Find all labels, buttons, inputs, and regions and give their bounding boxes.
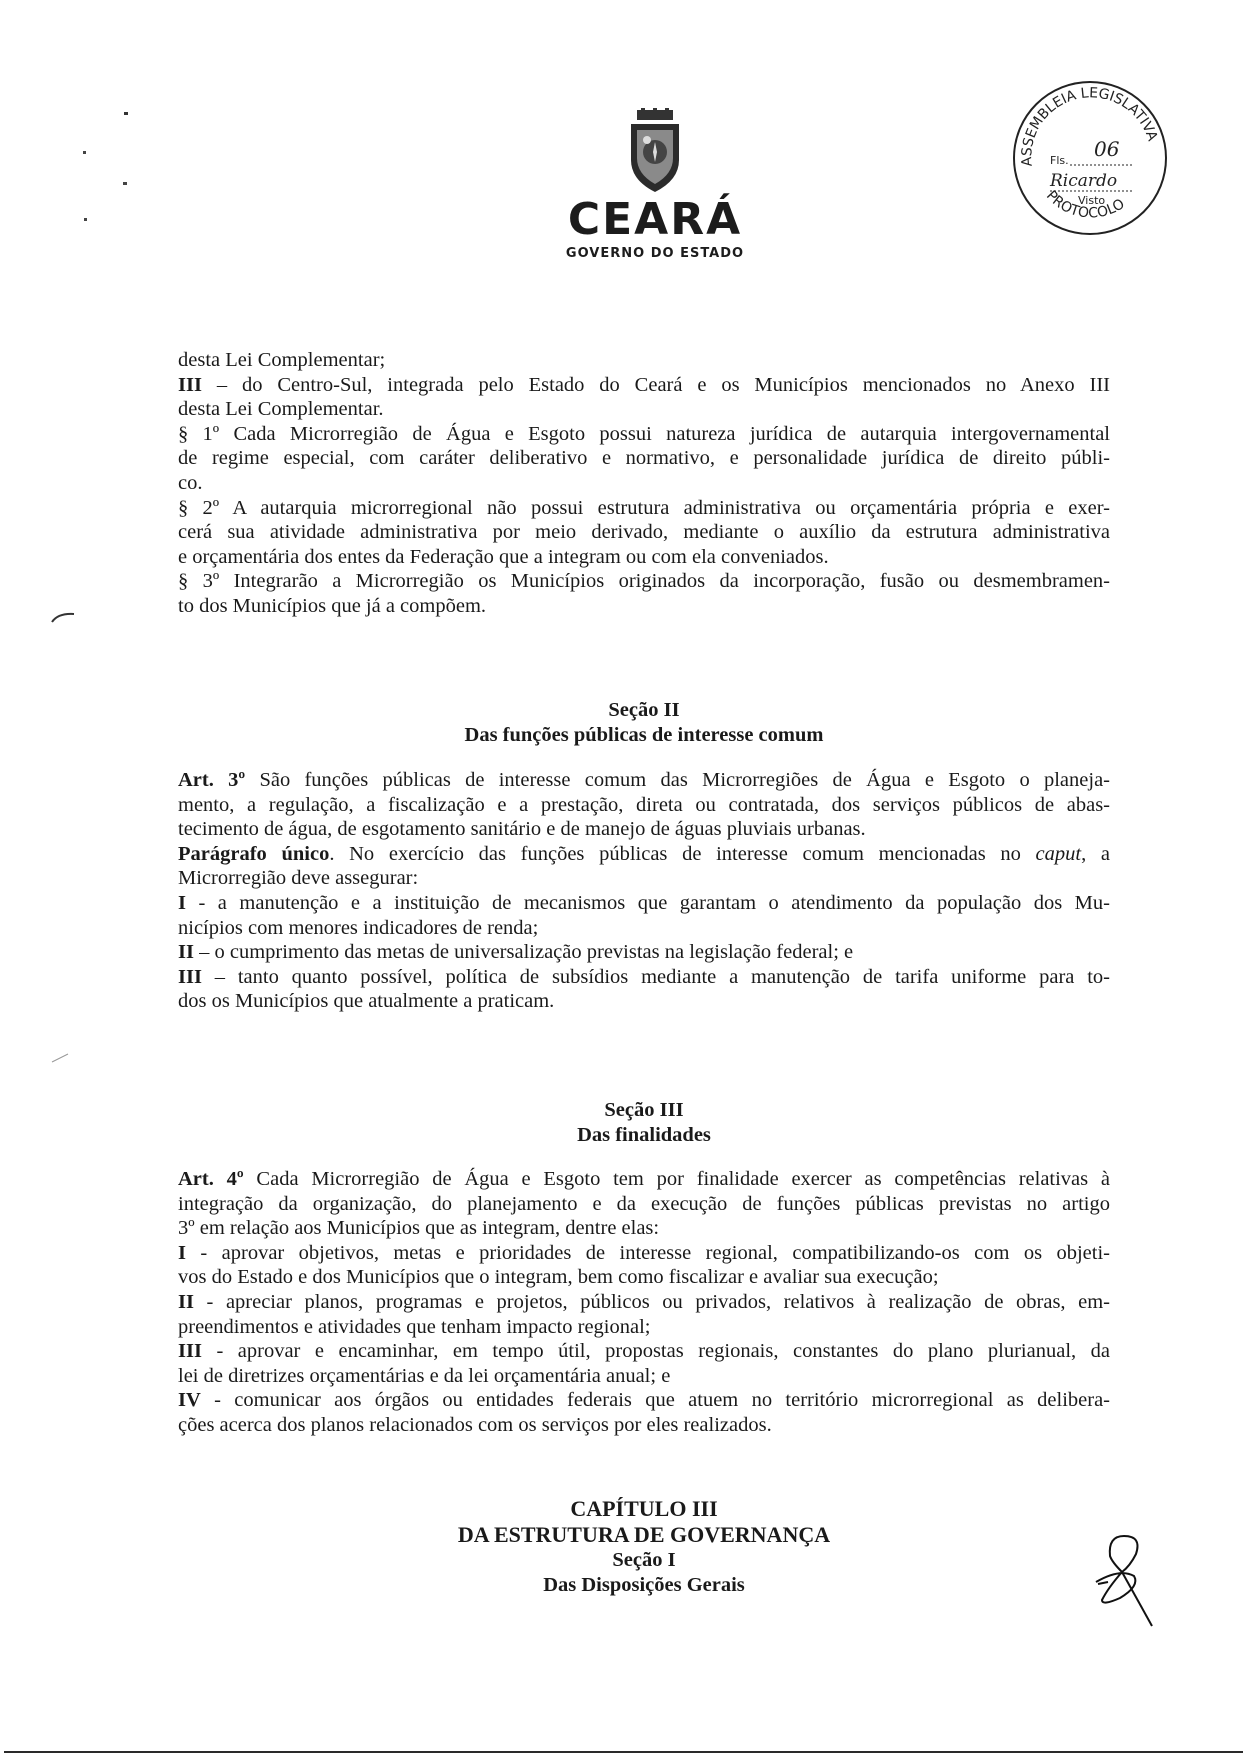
text-line: co. <box>178 471 203 494</box>
scan-mark <box>83 151 86 154</box>
text-fragment: . No exercício das funções públicas de interesse comum mencionadas no <box>329 842 1036 865</box>
text-fragment: - aprovar e encaminhar, em tempo útil, propostas regionais, constantes do plano plurianual, da <box>201 1340 1110 1363</box>
article-marker: Art. 4º <box>178 1168 244 1190</box>
brand-name: CEARÁ <box>567 194 743 245</box>
section-2-heading <box>178 698 1110 748</box>
section-subtitle: Das funções públicas de interesse comum <box>464 724 824 746</box>
item-marker: II <box>178 941 194 964</box>
text-line <box>178 891 1110 916</box>
svg-text:ASSEMBLEIA LEGISLATIVA DO CEAR <box>1010 78 1161 167</box>
text-line: desta Lei Complementar. <box>178 398 384 421</box>
item-marker: IV <box>178 1389 201 1412</box>
text-line <box>178 940 1110 965</box>
text-fragment: Cada Microrregião de Água e Esgoto possui natureza jurídica de autarquia intergovernamental <box>219 422 1110 445</box>
text-line: nicípios com menores indicadores de renda; <box>178 916 539 939</box>
protocol-stamp <box>1010 78 1170 238</box>
text-fragment: - comunicar aos órgãos ou entidades federais que atuem no território microrregional as delibera- <box>200 1389 1110 1412</box>
stamp-top-text: ASSEMBLEIA LEGISLATIVA <box>1019 85 1161 167</box>
text-line <box>178 1241 1110 1266</box>
section-3-text <box>178 1167 1110 1438</box>
item-marker: III <box>178 965 202 988</box>
initials-signature-icon <box>1090 1530 1170 1640</box>
text-line: 3º em relação aos Municípios que as integram, dentre elas: <box>178 1217 660 1240</box>
text-line <box>178 842 1110 867</box>
text-fragment: - a manutenção e a instituição de mecanismos que garantam o atendimento da população dos Mu- <box>185 891 1110 914</box>
text-line <box>178 496 1110 521</box>
text-fragment: - apreciar planos, programas e projetos, públicos ou privados, relativos à realização de obras, em- <box>193 1290 1110 1313</box>
chapter-subtitle: DA ESTRUTURA DE GOVERNANÇA <box>457 1522 831 1547</box>
text-fragment: – do Centro-Sul, integrada pelo Estado do Ceará e os Municípios mencionados no Anexo III <box>216 373 1111 396</box>
text-line: e orçamentária dos entes da Federação que a integram ou com ela conveniados. <box>178 545 829 568</box>
chapter-3-heading <box>178 1496 1110 1598</box>
paragraph-marker: § 3º <box>178 570 220 593</box>
brand-subtitle: GOVERNO DO ESTADO <box>565 246 745 261</box>
paragraph-marker: Parágrafo único <box>178 842 330 865</box>
text-line <box>178 1167 1110 1192</box>
text-line: de regime especial, com caráter deliberativo e normativo, e personalidade jurídica de direito públi- <box>178 447 1110 470</box>
paragraph-marker: § 1º <box>178 422 220 445</box>
text-line: tecimento de água, de esgotamento sanitário e de manejo de águas pluviais urbanas. <box>178 818 866 841</box>
text-line: Microrregião deve assegurar: <box>178 867 419 890</box>
scan-mark <box>123 182 127 185</box>
text-line: preendimentos e atividades que tenham impacto regional; <box>178 1315 651 1338</box>
stamp-seal-icon <box>1010 78 1170 238</box>
article-marker: Art. 3º <box>178 769 246 791</box>
text-fragment: caput <box>1035 842 1082 865</box>
text-line <box>178 1388 1110 1413</box>
section-subtitle: Das finalidades <box>577 1124 711 1146</box>
section-subtitle: Das Disposições Gerais <box>543 1574 745 1596</box>
item-marker: III <box>178 1340 202 1363</box>
stamp-fls-value: 06 <box>1094 137 1120 161</box>
text-line <box>178 768 1110 793</box>
page-bottom-rule <box>4 1751 1243 1753</box>
text-line: integração da organização, do planejamento e da execução de funções públicas previstas no artigo <box>178 1192 1110 1215</box>
paragraph-marker: § 2º <box>178 496 220 519</box>
text-line <box>178 373 1110 398</box>
scan-mark <box>48 1050 78 1066</box>
text-line <box>178 422 1110 447</box>
intro-text <box>178 348 1110 619</box>
text-line: mento, a regulação, a fiscalização e a prestação, direta ou contratada, dos serviços públicos de abas- <box>178 793 1110 816</box>
text-line <box>178 569 1110 594</box>
text-fragment: Integrarão a Microrregião os Municípios originados da incorporação, fusão ou desmembramen- <box>219 570 1110 593</box>
scan-mark <box>84 218 87 221</box>
text-fragment: – o cumprimento das metas de universalização previstas na legislação federal; e <box>193 941 854 964</box>
text-fragment: A autarquia microrregional não possui estrutura administrativa ou orçamentária própria e exer- <box>219 496 1110 519</box>
item-marker: III <box>178 373 202 396</box>
text-fragment: - aprovar objetivos, metas e prioridades de interesse regional, compatibilizando-os com os objeti- <box>185 1241 1110 1264</box>
section-2-text <box>178 768 1110 1014</box>
text-line <box>178 965 1110 990</box>
item-marker: II <box>178 1290 194 1313</box>
state-coat-of-arms-icon <box>623 108 687 194</box>
item-marker: I <box>178 1241 186 1264</box>
text-line: dos os Municípios que atualmente a praticam. <box>178 990 555 1013</box>
text-line: ções acerca dos planos relacionados com os serviços por eles realizados. <box>178 1413 772 1436</box>
state-logo <box>545 108 765 261</box>
chapter-title: CAPÍTULO III <box>570 1496 718 1521</box>
text-fragment: Cada Microrregião de Água e Esgoto tem por finalidade exercer as competências relativas à <box>243 1168 1111 1190</box>
text-line: to dos Municípios que já a compõem. <box>178 594 487 617</box>
stamp-visto-signature: Ricardo <box>1050 171 1118 191</box>
section-title: Seção II <box>608 699 680 721</box>
item-marker: I <box>178 891 186 914</box>
text-line: lei de diretrizes orçamentárias e da lei orçamentária anual; e <box>178 1364 671 1387</box>
section-title: Seção I <box>612 1549 676 1571</box>
section-3-heading <box>178 1098 1110 1148</box>
text-line <box>178 1290 1110 1315</box>
text-line: vos do Estado e dos Municípios que o integram, bem como fiscalizar e avaliar sua execução; <box>178 1266 939 1289</box>
text-line <box>178 1339 1110 1364</box>
section-title: Seção III <box>604 1099 684 1121</box>
text-line: cerá sua atividade administrativa por meio derivado, mediante o auxílio da estrutura administrativa <box>178 521 1110 544</box>
scan-mark <box>48 610 78 626</box>
text-fragment: – tanto quanto possível, política de subsídios mediante a manutenção de tarifa uniforme para to- <box>201 965 1110 988</box>
stamp-visto-label: Visto <box>1078 194 1106 207</box>
scan-mark <box>124 112 128 115</box>
stamp-bottom-text: PROTOCOLO <box>1042 187 1128 222</box>
stamp-fls-label: Fls. <box>1050 154 1069 167</box>
text-line: desta Lei Complementar; <box>178 349 386 371</box>
text-fragment: , a <box>1081 842 1110 865</box>
text-fragment: São funções públicas de interesse comum das Microrregiões de Água e Esgoto o planeja- <box>245 769 1110 791</box>
